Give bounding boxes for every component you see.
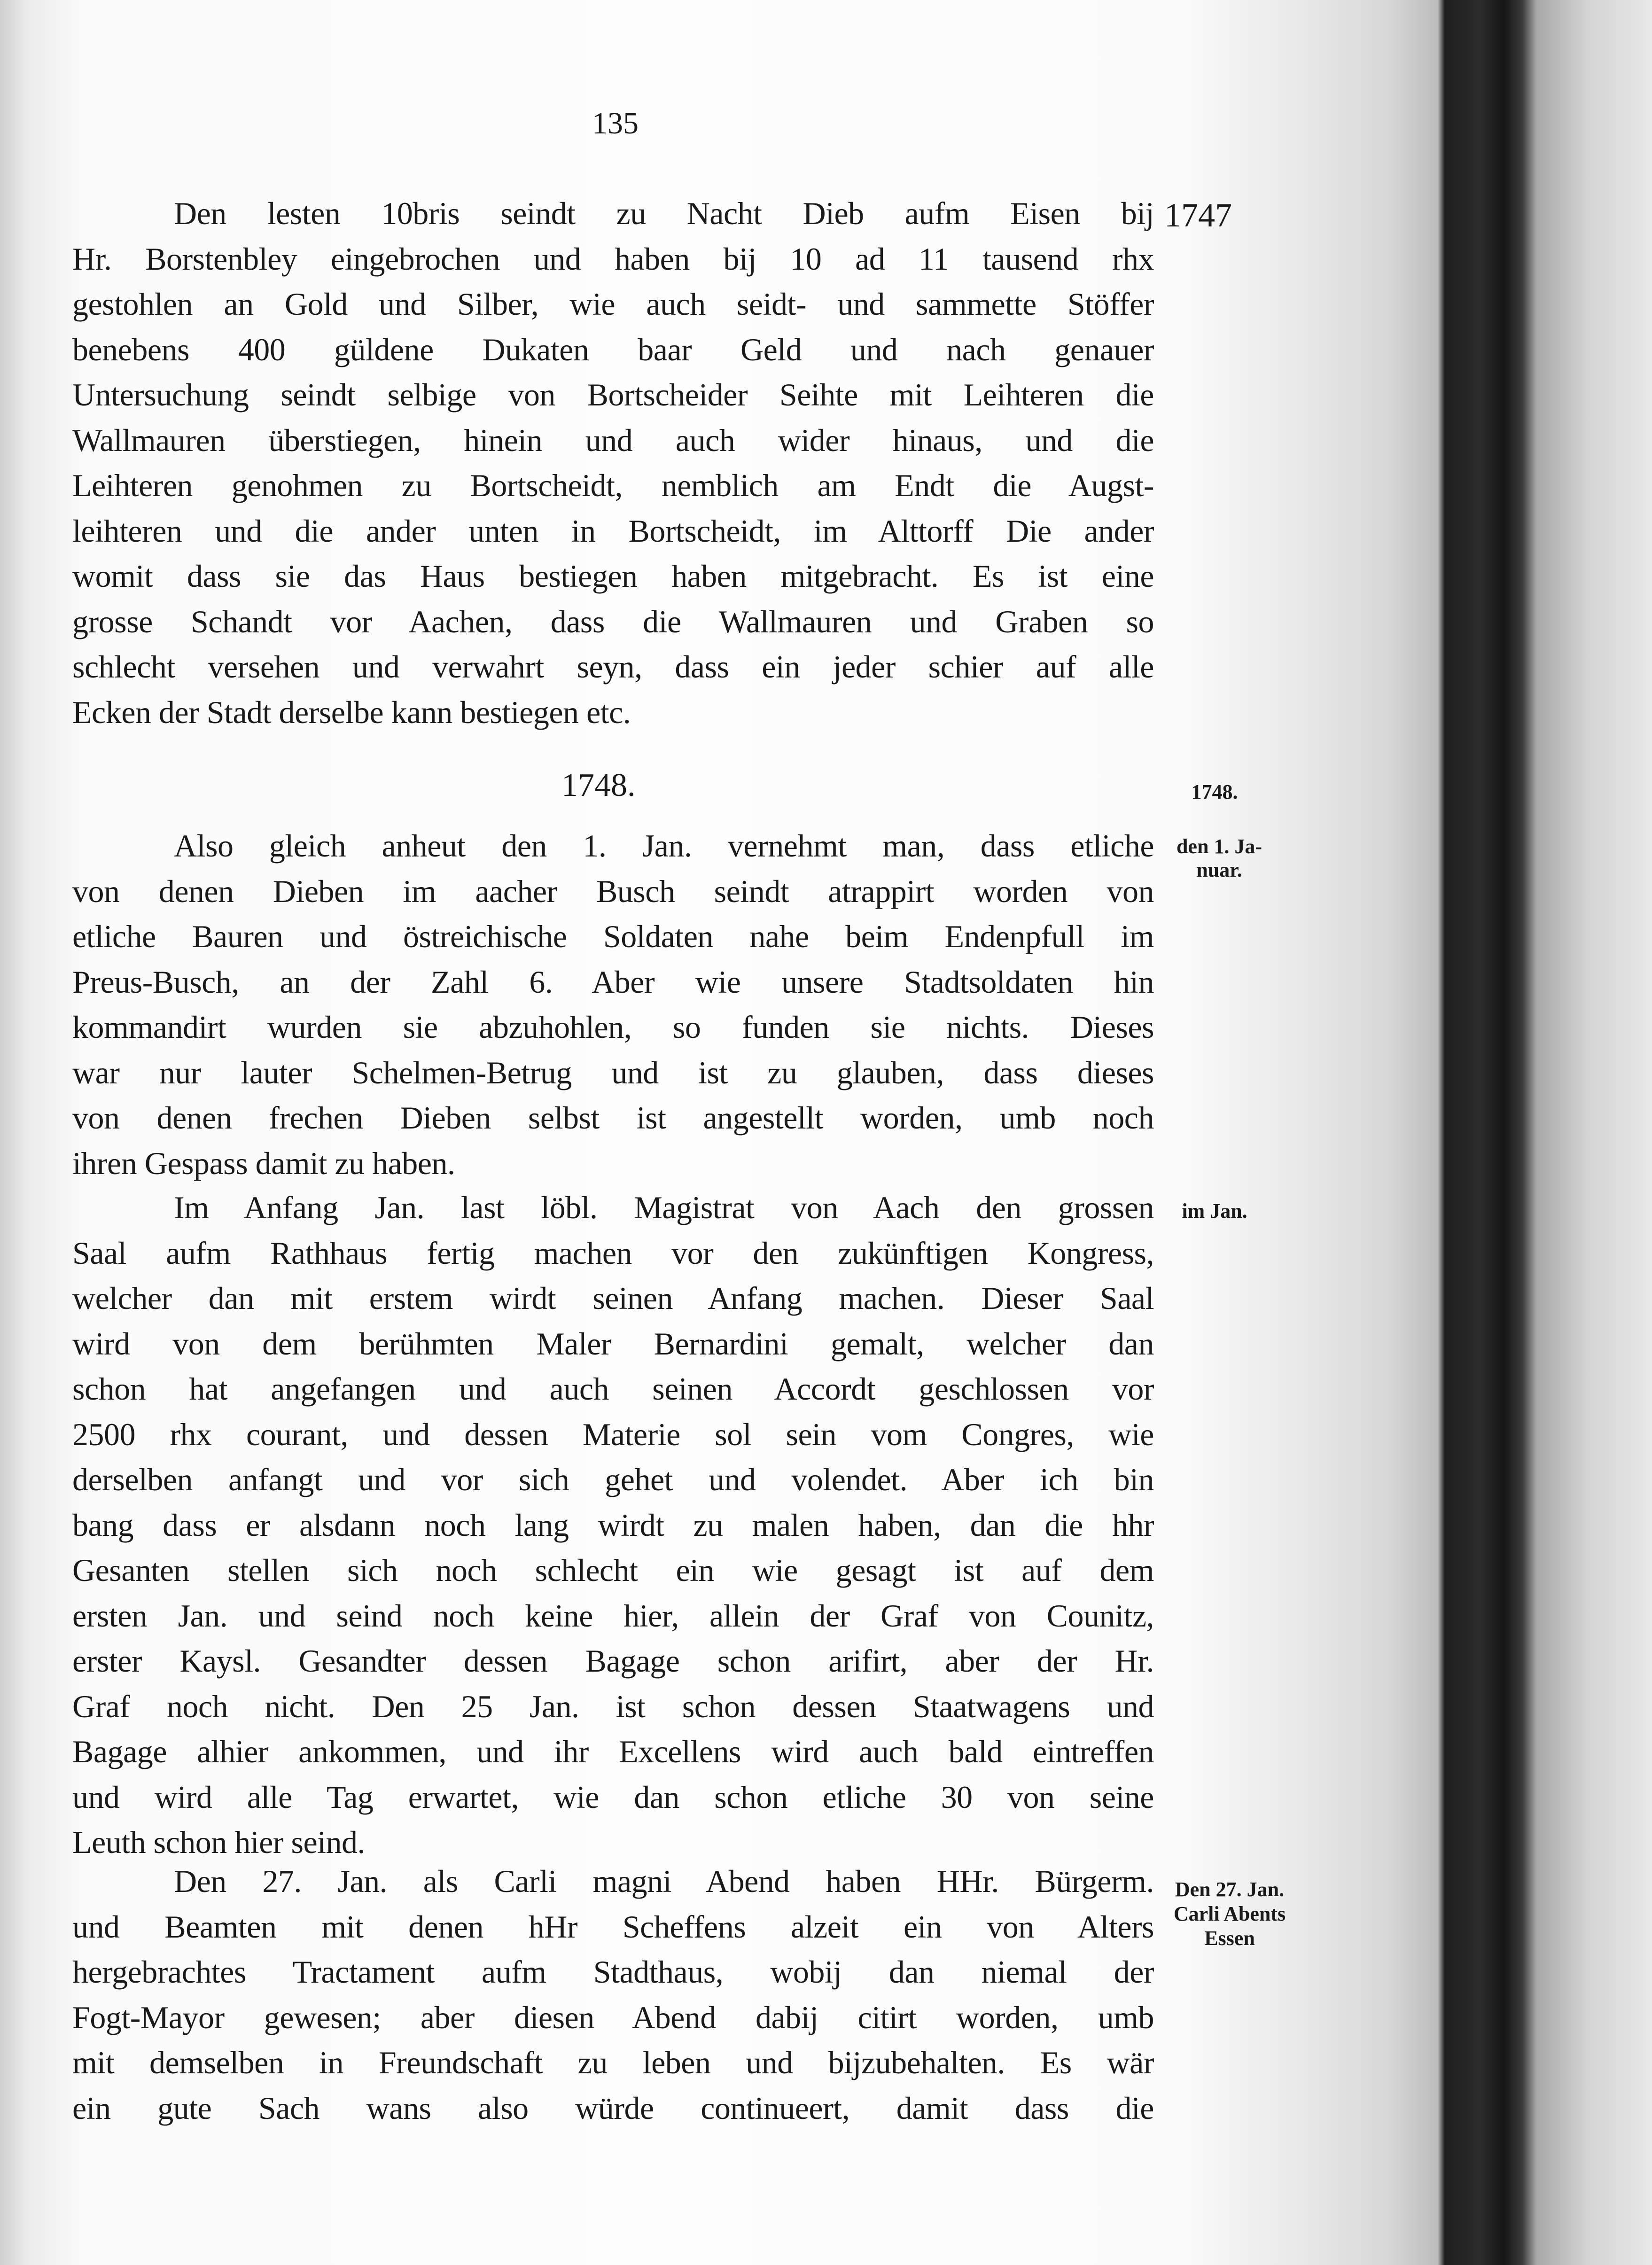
text-line: grosse Schandt vor Aachen, dass die Wallmauren und Graben so [72,603,1154,639]
text-line: kommandirt wurden sie abzuhohlen, so funden sie nichts. Dieses [72,1009,1154,1045]
text-line: wird von dem berühmten Maler Bernardini gemalt, welcher dan [72,1325,1154,1362]
text-line: gestohlen an Gold und Silber, wie auch seidt- und sammette Stöffer [72,286,1154,322]
text-line: und Beamten mit denen hHr Scheffens alzeit ein von Alters [72,1908,1154,1945]
text-line: bang dass er alsdann noch lang wirdt zu malen haben, dan die hhr [72,1507,1154,1543]
text-line: war nur lauter Schelmen-Betrug und ist zu glauben, dass dieses [72,1054,1154,1090]
text-line: etliche Bauren und östreichische Soldaten nahe beim Endenpfull im [72,918,1154,954]
text-line: Also gleich anheut den 1. Jan. vernehmt man, dass etliche [174,828,1154,864]
text-line: Den lesten 10bris seindt zu Nacht Dieb aufm Eisen bij [174,195,1154,231]
text-line: von denen frechen Dieben selbst ist angestellt worden, umb noch [72,1100,1154,1136]
text-line: Ecken der Stadt derselbe kann bestiegen etc. [72,694,631,730]
text-line: welcher dan mit erstem wirdt seinen Anfang machen. Dieser Saal [72,1280,1154,1316]
text-line: Wallmauren überstiegen, hinein und auch wider hinaus, und die [72,422,1154,458]
text-line: erster Kaysl. Gesandter dessen Bagage schon arifirt, aber der Hr. [72,1643,1154,1679]
margin-note-jan1-line1: den 1. Ja- [1176,835,1262,858]
page-number: 135 [592,106,639,140]
text-line: Saal aufm Rathhaus fertig machen vor den zukünftigen Kongress, [72,1235,1154,1271]
text-line: hergebrachtes Tractament aufm Stadthaus, wobij dan niemal der [72,1954,1154,1990]
text-line: Leuth schon hier seind. [72,1824,366,1860]
margin-note-jan27-line1: Den 27. Jan. [1175,1878,1285,1901]
text-line: 2500 rhx courant, und dessen Materie sol sein vom Congres, wie [72,1416,1154,1452]
text-line: Den 27. Jan. als Carli magni Abend haben HHr. Bürgerm. [174,1863,1154,1899]
year-carry: 1747 [1164,196,1232,234]
year-heading: 1748. [561,767,636,803]
text-line: von denen Dieben im aacher Busch seindt atrappirt worden von [72,873,1154,909]
margin-note-jan27-line3: Essen [1204,1927,1255,1950]
text-line: Graf noch nicht. Den 25 Jan. ist schon dessen Staatwagens und [72,1688,1154,1724]
text-line: benebens 400 güldene Dukaten baar Geld und nach genauer [72,331,1154,367]
text-line: Preus-Busch, an der Zahl 6. Aber wie unsere Stadtsoldaten hin [72,964,1154,1000]
text-line: womit dass sie das Haus bestiegen haben mitgebracht. Es ist eine [72,558,1154,594]
text-line: derselben anfangt und vor sich gehet und volendet. Aber ich bin [72,1462,1154,1497]
text-line: Im Anfang Jan. last löbl. Magistrat von Aach den grossen [174,1190,1154,1225]
text-line: Hr. Borstenbley eingebrochen und haben bij 10 ad 11 tausend rhx [72,241,1154,277]
text-line: leihteren und die ander unten in Bortscheidt, im Alttorff Die ander [72,513,1154,549]
margin-note-year: 1748. [1191,780,1238,803]
text-line: Untersuchung seindt selbige von Bortscheider Seihte mit Leihteren die [72,377,1154,413]
text-line: mit demselben in Freundschaft zu leben und bijzubehalten. Es wär [72,2045,1154,2080]
text-line: Gesanten stellen sich noch schlecht ein wie gesagt ist auf dem [72,1552,1154,1588]
text-line: Leihteren genohmen zu Bortscheidt, nemblich am Endt die Augst- [72,467,1154,503]
text-line: Bagage alhier ankommen, und ihr Excellens wird auch bald eintreffen [72,1734,1154,1769]
text-line: ihren Gespass damit zu haben. [72,1145,455,1181]
margin-note-im-jan: im Jan. [1182,1199,1247,1222]
text-line: Fogt-Mayor gewesen; aber diesen Abend dabij citirt worden, umb [72,1999,1154,2035]
text-line: ein gute Sach wans also würde continueert, damit dass die [72,2090,1154,2126]
text-line: und wird alle Tag erwartet, wie dan schon etliche 30 von seine [72,1779,1154,1815]
text-line: ersten Jan. und seind noch keine hier, allein der Graf von Counitz, [72,1597,1154,1634]
margin-note-jan27-line2: Carli Abents [1173,1902,1286,1925]
text-line: schon hat angefangen und auch seinen Accordt geschlossen vor [72,1371,1154,1407]
text-line: schlecht versehen und verwahrt seyn, dass ein jeder schier auf alle [72,649,1154,685]
margin-note-jan1-line2: nuar. [1196,858,1242,881]
